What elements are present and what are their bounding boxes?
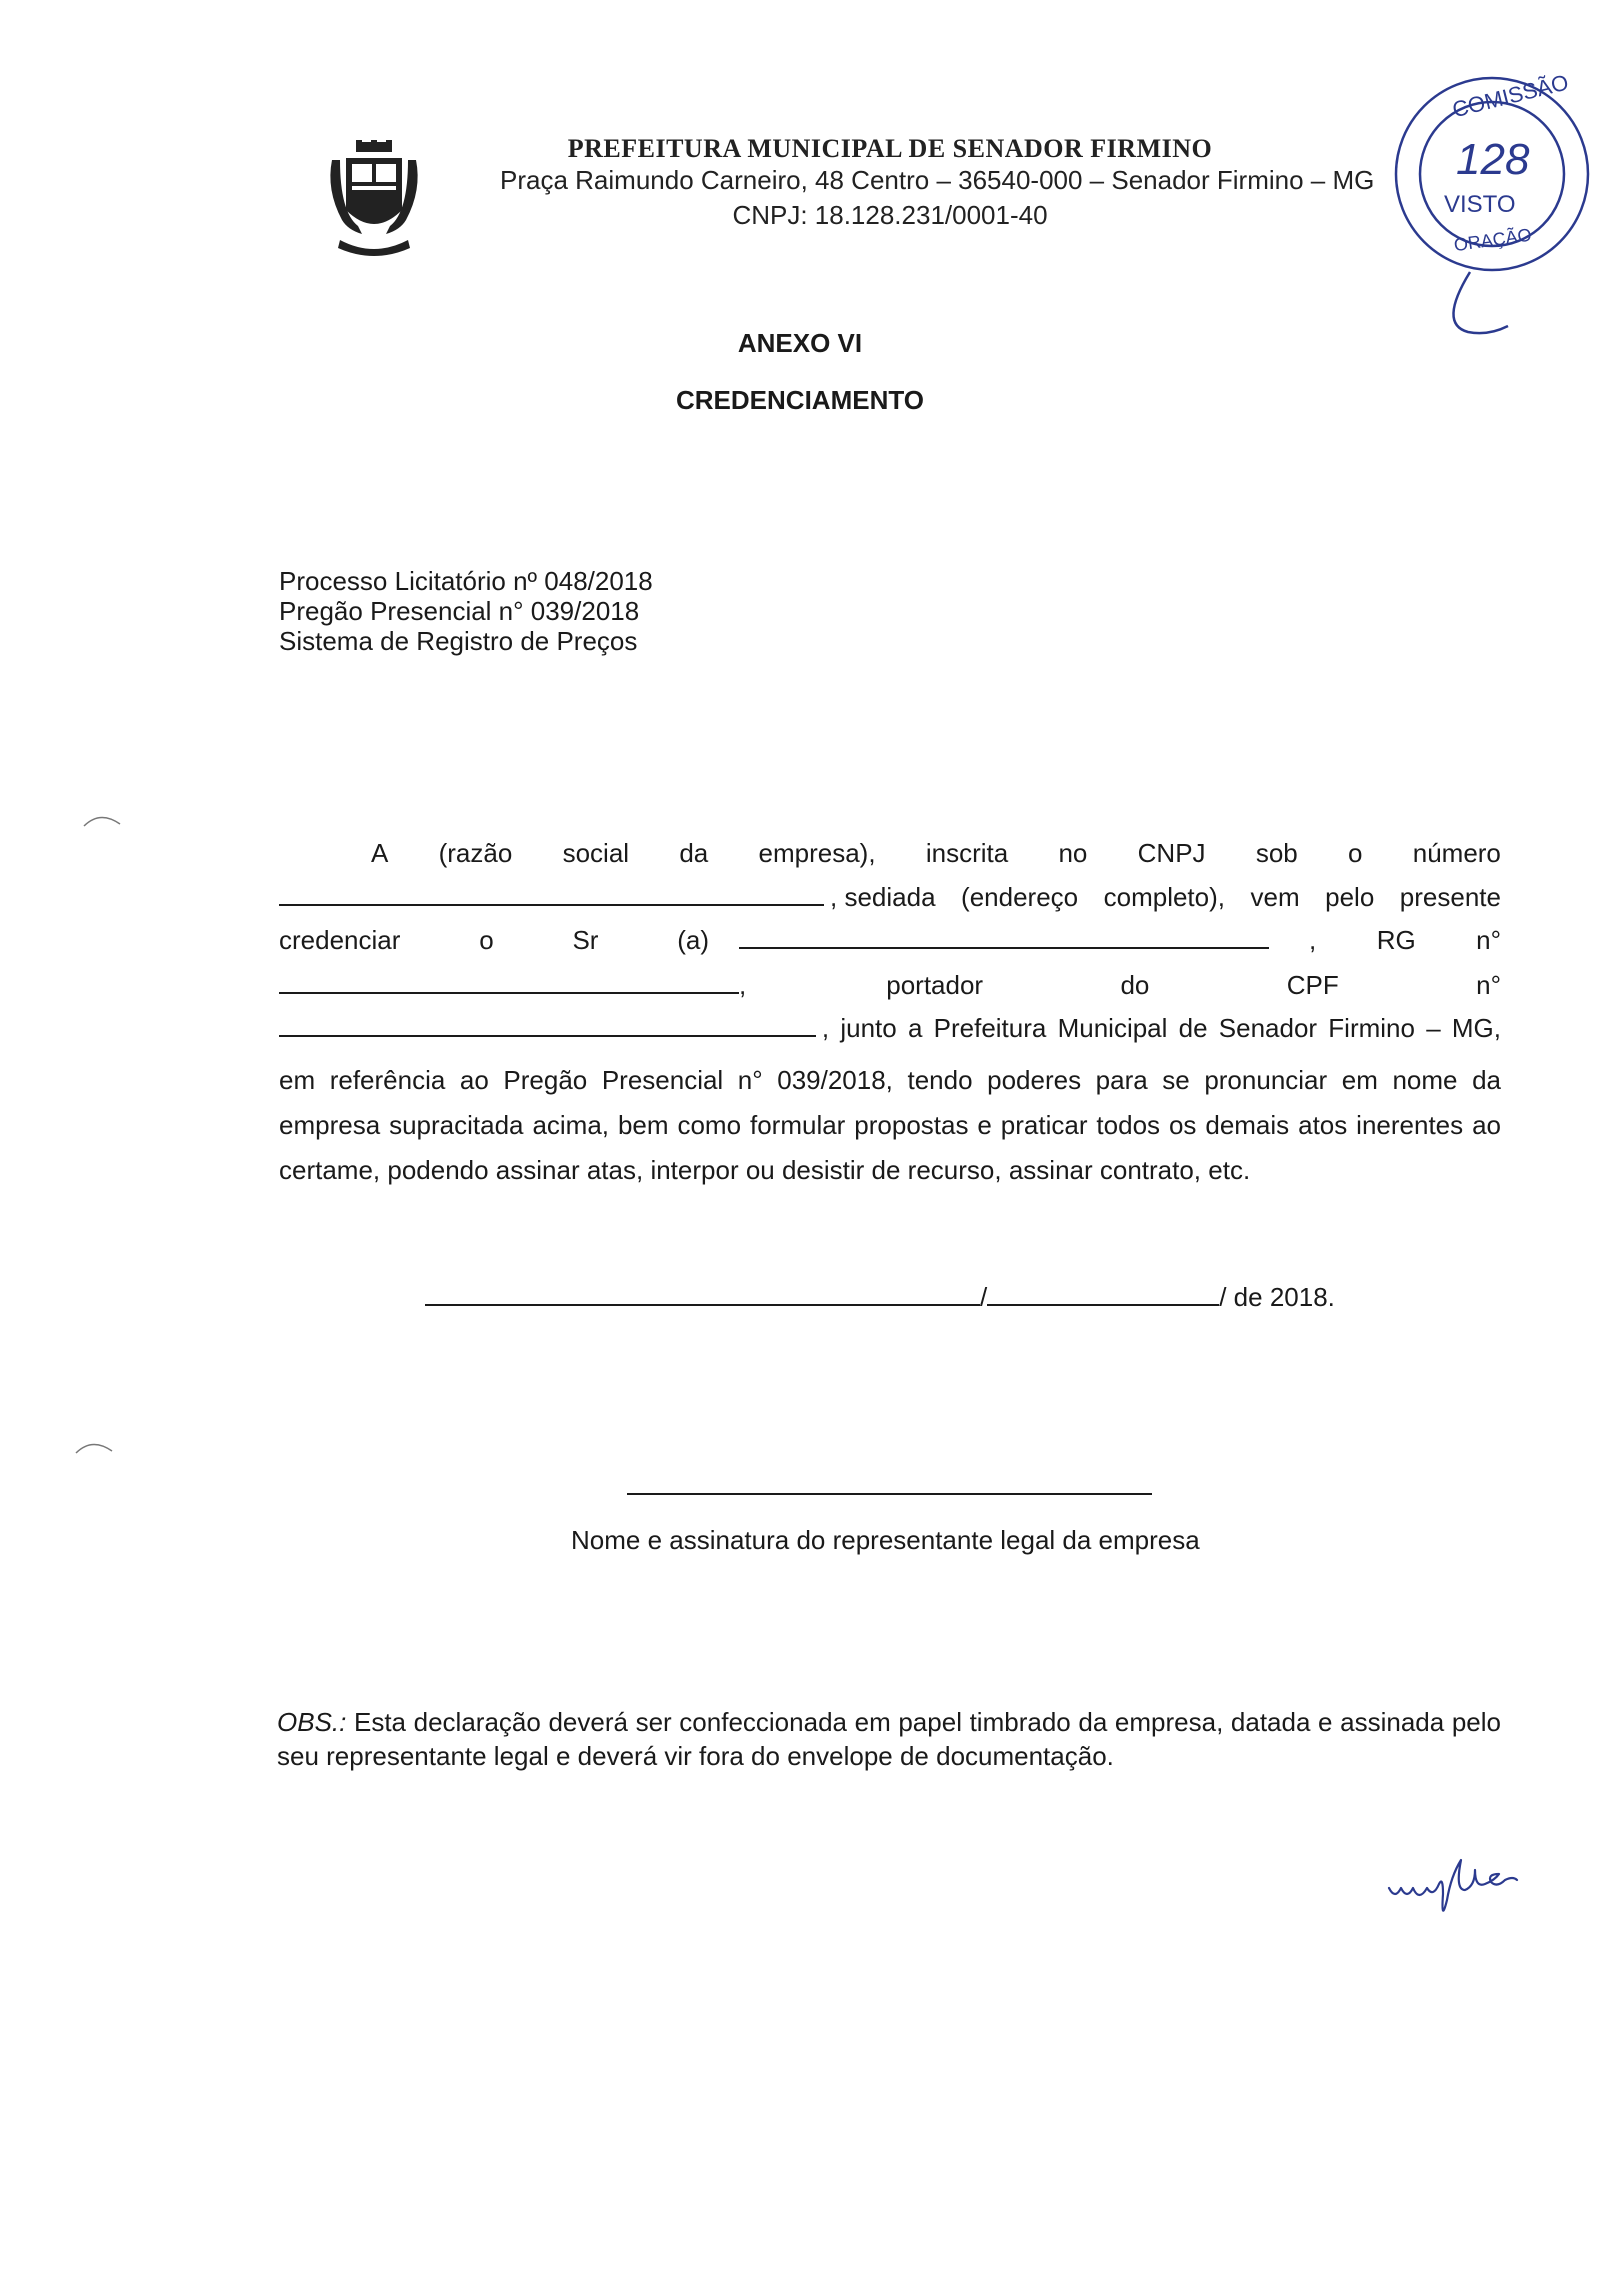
- stamp-number: 128: [1456, 135, 1530, 184]
- body-paragraph: em referência ao Pregão Presencial n° 039/2018, tendo poderes para se pronunciar em nome da empresa supracitada acima, bem como formular propostas e praticar todos os demais atos inerentes ao certame, podendo assinar atas, interpor ou desistir de recurso, assinar contrato, etc.: [279, 1065, 1501, 1185]
- word: pelo: [1325, 882, 1375, 912]
- word: vem: [1250, 882, 1300, 912]
- word: (razão: [438, 838, 513, 868]
- word: CNPJ: [1137, 838, 1206, 868]
- obs-label: OBS.:: [277, 1707, 347, 1737]
- word: empresa),: [758, 838, 876, 868]
- cnpj-blank[interactable]: [279, 882, 824, 906]
- word: Sr: [572, 925, 599, 955]
- word: portador: [886, 970, 984, 1000]
- date-line: [425, 1282, 1335, 1313]
- date-separator: /: [980, 1282, 988, 1312]
- stamp-top-text: COMISSÃO: [1449, 69, 1571, 123]
- word: número: [1412, 838, 1501, 868]
- word: RG: [1376, 925, 1416, 955]
- stamp-visto-text: VISTO: [1444, 191, 1516, 218]
- municipal-crest-icon: [326, 140, 422, 262]
- word: presente: [1399, 882, 1501, 912]
- date-year: / de 2018.: [1219, 1282, 1335, 1312]
- city-blank[interactable]: [425, 1282, 980, 1306]
- word: n°: [1476, 925, 1501, 955]
- word: completo),: [1103, 882, 1225, 912]
- body-line-4: [279, 970, 1501, 1000]
- signature-line[interactable]: [627, 1493, 1152, 1495]
- obs-text: Esta declaração deverá ser confeccionada em papel timbrado da empresa, datada e assinada pelo seu representante legal e deverá vir fora do envelope de documentação.: [277, 1707, 1501, 1771]
- org-name: PREFEITURA MUNICIPAL DE SENADOR FIRMINO: [567, 134, 1213, 163]
- word: credenciar: [279, 925, 401, 955]
- registry-system: Sistema de Registro de Preços: [279, 626, 638, 656]
- word: no: [1058, 838, 1088, 868]
- word: da: [679, 838, 709, 868]
- annex-title: ANEXO VI: [737, 328, 863, 358]
- word: ,: [1309, 925, 1317, 955]
- handwritten-rubric-icon: [1385, 1850, 1545, 1930]
- word: , junto a Prefeitura Municipal de Senador Firmino – MG,: [821, 1013, 1501, 1043]
- org-address: Praça Raimundo Carneiro, 48 Centro – 36540-000 – Senador Firmino – MG: [500, 165, 1375, 195]
- word: (endereço: [961, 882, 1079, 912]
- word: social: [562, 838, 630, 868]
- body-line-3: [279, 925, 1501, 955]
- scan-mark: [82, 810, 122, 830]
- word: , sediada: [830, 882, 936, 912]
- cpf-blank[interactable]: [279, 1013, 816, 1037]
- process-number: Processo Licitatório nº 048/2018: [279, 566, 653, 596]
- word: ,: [739, 970, 747, 1000]
- scan-mark: [74, 1437, 114, 1457]
- word: A: [371, 838, 389, 868]
- word: o: [1348, 838, 1363, 868]
- word: o: [479, 925, 494, 955]
- word: n°: [1476, 970, 1501, 1000]
- org-cnpj: CNPJ: 18.128.231/0001-40: [732, 200, 1048, 230]
- body-line-1: [279, 838, 1501, 868]
- word: (a): [677, 925, 709, 955]
- representative-name-blank[interactable]: [739, 925, 1269, 949]
- word: CPF: [1286, 970, 1339, 1000]
- body-line-2: [279, 882, 1501, 912]
- rg-blank[interactable]: [279, 970, 739, 994]
- pregao-number: Pregão Presencial n° 039/2018: [279, 596, 640, 626]
- signature-label: Nome e assinatura do representante legal da empresa: [571, 1525, 1200, 1555]
- word: sob: [1255, 838, 1298, 868]
- obs-note: [277, 1705, 1501, 1773]
- word: inscrita: [925, 838, 1009, 868]
- body-line-5: [279, 1013, 1501, 1043]
- commission-stamp: [1380, 62, 1590, 342]
- stamp-bottom-text: ORAÇÃO: [1452, 224, 1533, 256]
- word: do: [1120, 970, 1150, 1000]
- month-blank[interactable]: [987, 1282, 1219, 1306]
- document-title: CREDENCIAMENTO: [676, 385, 924, 415]
